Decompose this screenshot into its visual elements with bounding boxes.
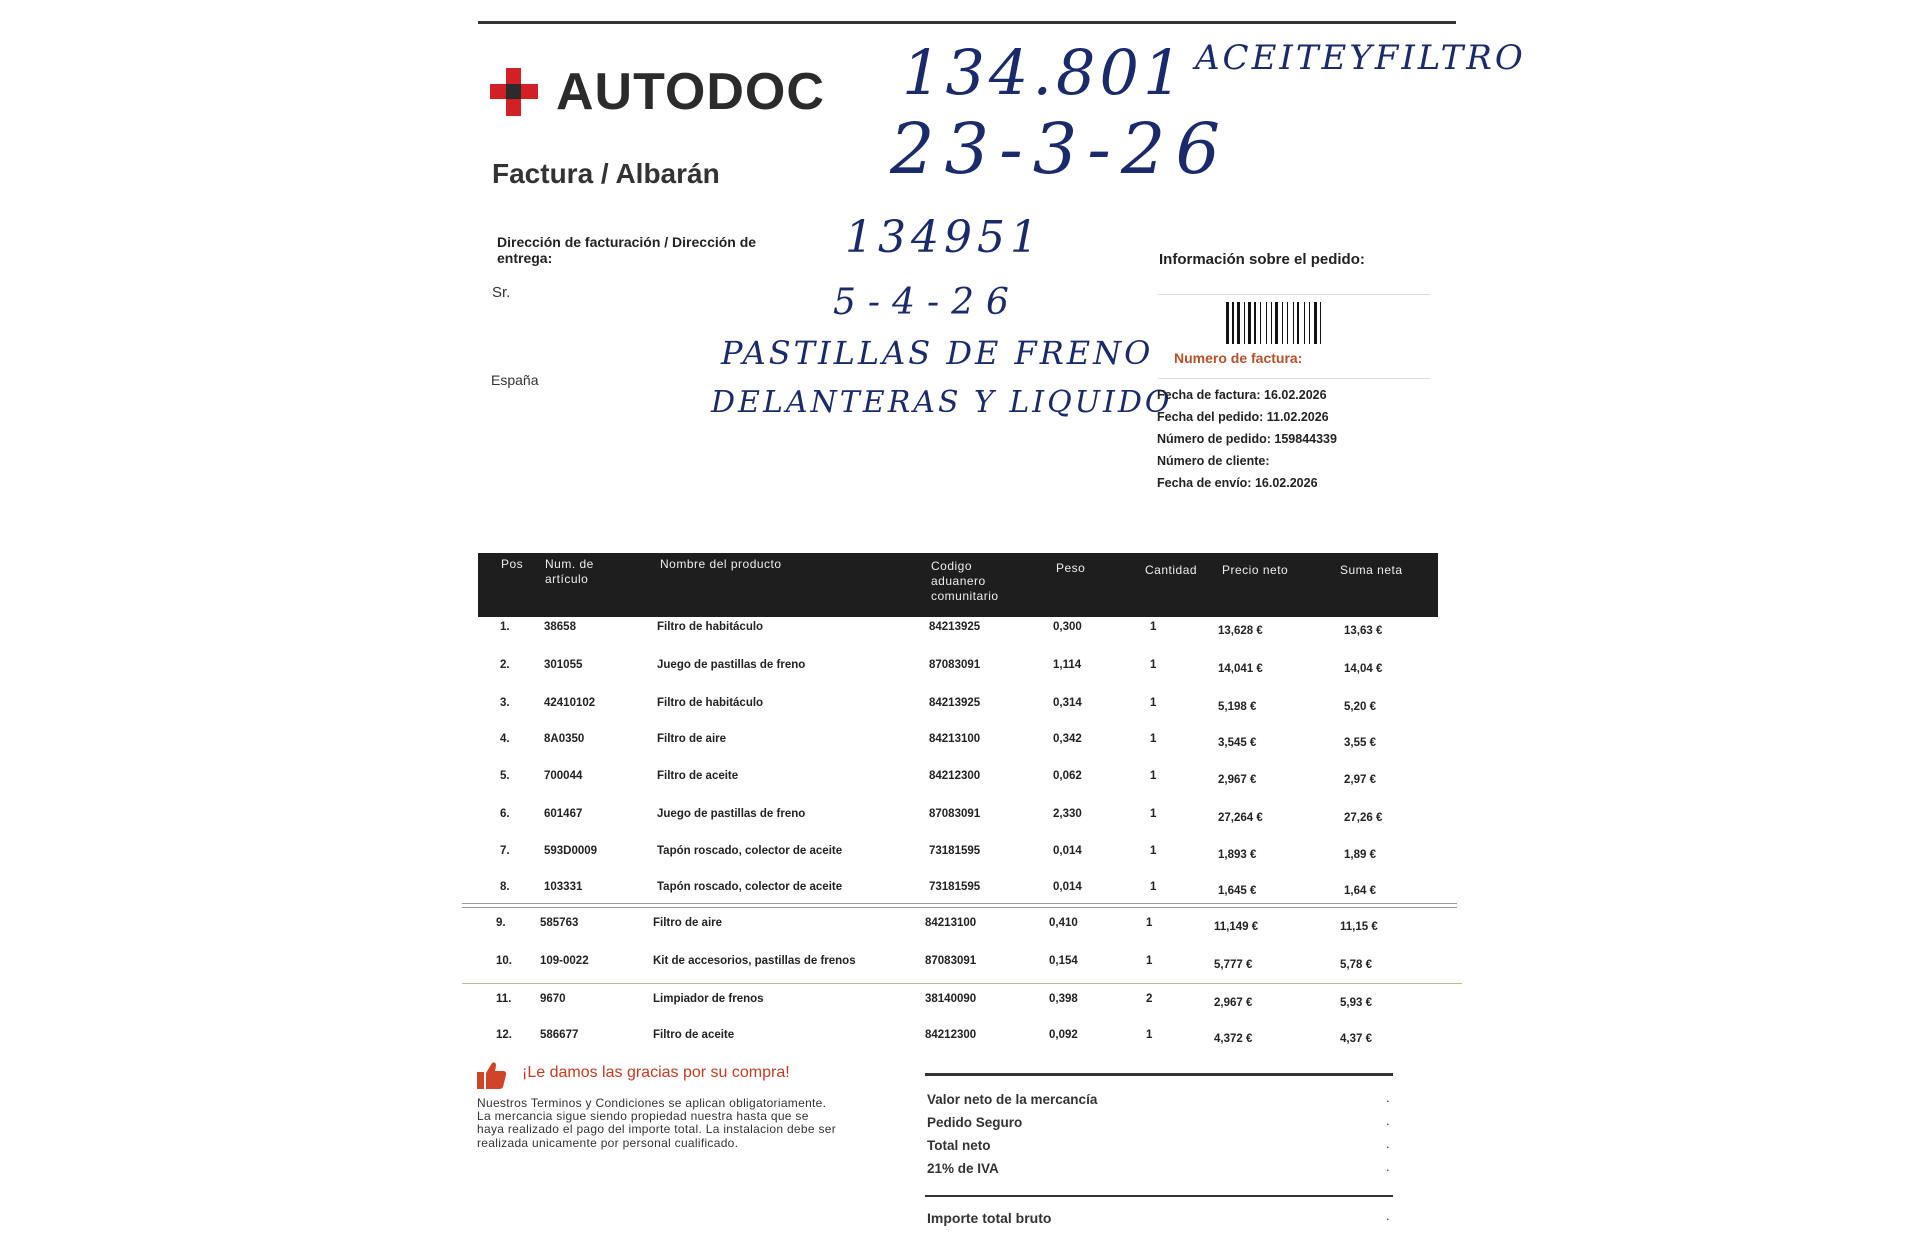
cell-customs-code: 84213100	[929, 733, 981, 745]
cell-net-price: 1,893 €	[1218, 849, 1257, 861]
cross-logo-icon	[490, 68, 538, 116]
cell-net-price: 14,041 €	[1218, 663, 1263, 675]
terms-text: Nuestros Terminos y Condiciones se aplican obligatoriamente. La mercancia sigue siendo propiedad nuestra hasta que se haya realizado el pago del importe total. La instalacion debe ser realizada unicamente por personal cualificado.	[477, 1096, 837, 1150]
total-net-goods-value: .	[1386, 1090, 1390, 1105]
cell-net-price: 11,149 €	[1214, 921, 1259, 933]
header-pos: Pos	[501, 557, 524, 571]
thanks-message: ¡Le damos las gracias por su compra!	[522, 1064, 790, 1081]
cell-product: Juego de pastillas de freno	[657, 659, 806, 671]
cell-net-sum: 3,55 €	[1344, 737, 1376, 749]
address-salutation: Sr.	[492, 284, 511, 301]
brand-name: AUTODOC	[556, 63, 825, 121]
table-row	[478, 619, 1438, 656]
table-row	[478, 915, 1438, 952]
cell-article: 593D0009	[544, 845, 598, 857]
total-net-goods-label: Valor neto de la mercancía	[927, 1092, 1098, 1107]
cell-weight: 0,014	[1053, 881, 1082, 893]
info-row-order-number: Número de pedido: 159844339	[1157, 432, 1337, 446]
info-row-customer-number: Número de cliente:	[1157, 454, 1270, 468]
cell-pos: 9.	[496, 917, 506, 929]
cell-quantity: 1	[1146, 917, 1153, 929]
address-label: Dirección de facturación / Dirección de entrega:	[497, 234, 757, 266]
table-row	[478, 843, 1438, 880]
cell-pos: 11.	[496, 993, 512, 1005]
cell-article: 700044	[544, 770, 583, 782]
cell-article: 38658	[544, 621, 576, 633]
cell-customs-code: 84213925	[929, 621, 981, 633]
header-net-price: Precio neto	[1222, 563, 1289, 577]
cell-weight: 0,314	[1053, 697, 1082, 709]
cell-quantity: 2	[1146, 993, 1153, 1005]
address-country: España	[491, 372, 539, 388]
cell-net-price: 5,198 €	[1218, 701, 1257, 713]
cell-quantity: 1	[1150, 733, 1157, 745]
gross-total-value: .	[1386, 1208, 1390, 1223]
cell-product: Filtro de aceite	[657, 770, 739, 782]
cell-pos: 7.	[500, 845, 510, 857]
cell-quantity: 1	[1150, 845, 1157, 857]
cell-article: 103331	[544, 881, 583, 893]
cell-net-sum: 5,20 €	[1344, 701, 1376, 713]
cell-weight: 0,342	[1053, 733, 1082, 745]
table-row	[478, 695, 1438, 732]
vat-value: .	[1386, 1159, 1390, 1174]
cell-pos: 6.	[500, 808, 510, 820]
info-row-shipping-date: Fecha de envío: 16.02.2026	[1157, 476, 1318, 490]
cell-article: 109-0022	[540, 955, 589, 967]
order-info-list	[1157, 384, 1337, 494]
cell-quantity: 1	[1150, 881, 1157, 893]
cell-net-sum: 1,64 €	[1344, 885, 1376, 897]
cell-pos: 3.	[500, 697, 510, 709]
cell-net-sum: 1,89 €	[1344, 849, 1376, 861]
insured-order-label: Pedido Seguro	[927, 1115, 1023, 1130]
table-row	[478, 657, 1438, 694]
cell-net-sum: 5,78 €	[1340, 959, 1372, 971]
cell-customs-code: 73181595	[929, 881, 981, 893]
cell-quantity: 1	[1146, 1029, 1153, 1041]
handwritten-note-7: DELANTERAS Y LIQUIDO	[711, 385, 1173, 420]
cell-quantity: 1	[1150, 770, 1157, 782]
header-weight: Peso	[1056, 561, 1086, 575]
cell-customs-code: 84213925	[929, 697, 981, 709]
total-net-label: Total neto	[927, 1138, 991, 1153]
cell-quantity: 1	[1150, 808, 1157, 820]
cell-customs-code: 87083091	[929, 659, 981, 671]
divider	[1158, 378, 1430, 379]
cell-article: 586677	[540, 1029, 579, 1041]
cell-customs-code: 84213100	[925, 917, 977, 929]
cell-quantity: 1	[1146, 955, 1153, 967]
cell-weight: 0,410	[1049, 917, 1078, 929]
cell-net-sum: 14,04 €	[1344, 663, 1383, 675]
cell-product: Juego de pastillas de freno	[657, 808, 806, 820]
cell-weight: 0,092	[1049, 1029, 1078, 1041]
table-row	[478, 1027, 1438, 1064]
total-net-value: .	[1386, 1136, 1390, 1151]
cell-net-sum: 2,97 €	[1344, 774, 1376, 786]
cell-article: 9670	[540, 993, 566, 1005]
cell-net-price: 3,545 €	[1218, 737, 1257, 749]
header-net-sum: Suma neta	[1340, 563, 1403, 577]
totals-bottom-rule	[925, 1195, 1393, 1197]
invoice-number-label: Numero de factura:	[1174, 350, 1303, 366]
insured-order-value: .	[1386, 1113, 1390, 1128]
thumbs-up-icon	[476, 1060, 508, 1090]
header-product: Nombre del producto	[660, 557, 782, 571]
header-customs-code: Codigo aduanero comunitario	[931, 559, 999, 603]
info-row-invoice-date: Fecha de factura: 16.02.2026	[1157, 388, 1327, 402]
cell-net-price: 2,967 €	[1218, 774, 1257, 786]
cell-customs-code: 87083091	[925, 955, 977, 967]
order-info-title: Información sobre el pedido:	[1159, 251, 1365, 268]
cell-net-sum: 13,63 €	[1344, 625, 1383, 637]
barcode-icon	[1226, 302, 1362, 344]
cell-weight: 0,014	[1053, 845, 1082, 857]
cell-net-sum: 5,93 €	[1340, 997, 1372, 1009]
totals-top-rule	[925, 1073, 1393, 1076]
cell-weight: 0,300	[1053, 621, 1082, 633]
divider	[1158, 294, 1430, 295]
header-quantity: Cantidad	[1145, 563, 1198, 577]
gross-total-label: Importe total bruto	[927, 1210, 1052, 1226]
table-separator-double	[462, 903, 1457, 908]
cell-pos: 4.	[500, 733, 510, 745]
cell-product: Filtro de habitáculo	[657, 697, 764, 709]
cell-product: Filtro de aceite	[653, 1029, 735, 1041]
handwritten-note-5: 5-4-26	[833, 282, 1021, 323]
table-row	[478, 806, 1438, 843]
cell-article: 301055	[544, 659, 583, 671]
cell-weight: 2,330	[1053, 808, 1082, 820]
cell-weight: 0,154	[1049, 955, 1078, 967]
cell-net-price: 13,628 €	[1218, 625, 1263, 637]
cell-weight: 0,062	[1053, 770, 1082, 782]
cell-net-price: 27,264 €	[1218, 812, 1263, 824]
cell-product: Filtro de aire	[657, 733, 727, 745]
cell-article: 585763	[540, 917, 579, 929]
cell-net-sum: 11,15 €	[1340, 921, 1378, 933]
cell-customs-code: 87083091	[929, 808, 981, 820]
handwritten-note-6: PASTILLAS DE FRENO	[721, 334, 1154, 372]
cell-pos: 10.	[496, 955, 512, 967]
document-title: Factura / Albarán	[492, 158, 720, 189]
table-row	[478, 953, 1438, 990]
autodoc-logo	[490, 62, 825, 122]
header-article: Num. de artículo	[545, 557, 594, 586]
cell-pos: 5.	[500, 770, 510, 782]
cell-pos: 1.	[500, 621, 510, 633]
cell-quantity: 1	[1150, 659, 1157, 671]
table-row	[478, 991, 1438, 1028]
cell-net-price: 5,777 €	[1214, 959, 1253, 971]
cell-quantity: 1	[1150, 697, 1157, 709]
cell-net-sum: 27,26 €	[1344, 812, 1383, 824]
cell-product: Tapón roscado, colector de aceite	[657, 845, 843, 857]
cell-net-sum: 4,37 €	[1340, 1033, 1372, 1045]
cell-weight: 0,398	[1049, 993, 1078, 1005]
cell-net-price: 2,967 €	[1214, 997, 1253, 1009]
table-header	[478, 553, 1438, 617]
cell-product: Limpiador de frenos	[653, 993, 764, 1005]
handwritten-note-2: ACEITEYFILTRO	[1195, 38, 1526, 78]
cell-pos: 2.	[500, 659, 510, 671]
handwritten-note-4: 134951	[845, 212, 1043, 263]
info-row-order-date: Fecha del pedido: 11.02.2026	[1157, 410, 1329, 424]
table-row	[478, 731, 1438, 768]
table-row	[478, 879, 1438, 916]
cell-quantity: 1	[1150, 621, 1157, 633]
cell-weight: 1,114	[1053, 659, 1082, 671]
handwritten-note-1: 134.801	[902, 36, 1187, 109]
cell-customs-code: 38140090	[925, 993, 977, 1005]
cell-product: Filtro de habitáculo	[657, 621, 764, 633]
cell-pos: 8.	[500, 881, 510, 893]
cell-pos: 12.	[496, 1029, 512, 1041]
cell-customs-code: 84212300	[929, 770, 981, 782]
table-row	[478, 768, 1438, 805]
cell-product: Kit de accesorios, pastillas de frenos	[653, 955, 856, 967]
cell-article: 601467	[544, 808, 583, 820]
cell-article: 8A0350	[544, 733, 585, 745]
top-rule	[478, 21, 1456, 24]
handwritten-note-3: 23-3-26	[890, 108, 1230, 190]
cell-customs-code: 73181595	[929, 845, 981, 857]
vat-label: 21% de IVA	[927, 1161, 999, 1176]
cell-net-price: 4,372 €	[1214, 1033, 1253, 1045]
cell-customs-code: 84212300	[925, 1029, 977, 1041]
table-separator	[462, 983, 1462, 984]
cell-product: Filtro de aire	[653, 917, 723, 929]
cell-article: 42410102	[544, 697, 596, 709]
cell-net-price: 1,645 €	[1218, 885, 1257, 897]
cell-product: Tapón roscado, colector de aceite	[657, 881, 843, 893]
